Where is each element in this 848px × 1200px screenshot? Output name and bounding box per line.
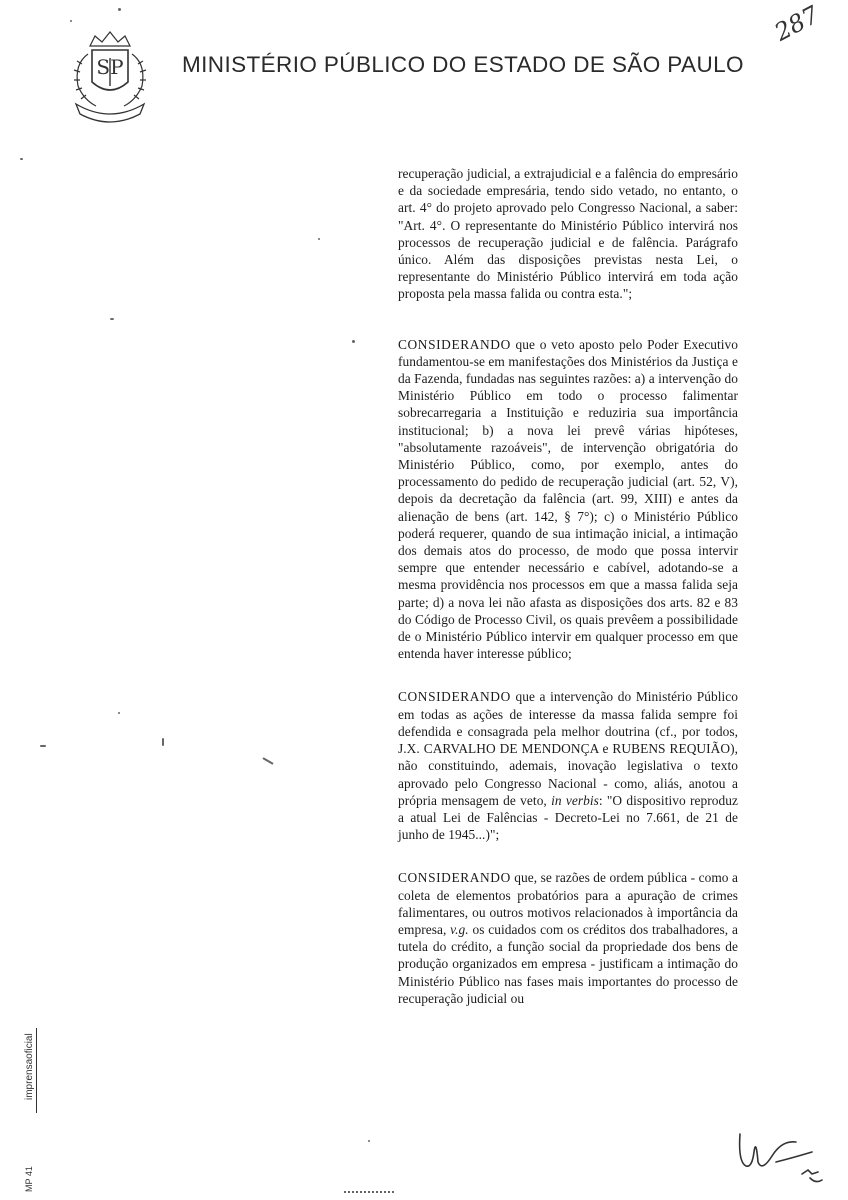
scan-speck: [352, 340, 355, 343]
scan-speck: [368, 1140, 370, 1142]
paragraph-text: os cuidados com os créditos dos trabalhadores, a tutela do crédito, a função social da propriedade dos bens de produção organizados em empresa - justificam a intimação do Ministério Público nas fases mais importantes do processo de recuperação judicial ou: [398, 921, 738, 1006]
scan-speck: [118, 8, 121, 11]
paragraph-text: recuperação judicial, a extrajudicial e a falência do empresário e da sociedade empresária, tendo sido vetado, no entanto, o art. 4° do projeto aprovado pelo Congresso Nacional, a saber: "Art. 4°. O representante do Ministério Público intervirá nos processos de recuperação judicial e de falência. Parágrafo único. Além das disposições previstas nesta Lei, o representante do Ministério Público intervirá em toda ação proposta pela massa falida ou contra esta.";: [398, 166, 738, 302]
imprensa-oficial-label: imprensaoficial: [24, 1033, 35, 1100]
paragraph-text: que a intervenção do Ministério Público em todas as ações de interesse da massa falida sempre foi defendida e consagrada pela melhor doutrina (cf., por todos, J.X. CARVALHO DE MENDONÇA e RUBENS REQUIÃO), não constituindo, ademais, inovação legislativa o texto aprovado pelo Congresso Nacional - como, aliás, anotou a própria mensagem de veto,: [398, 689, 738, 808]
paragraph: [398, 336, 738, 663]
considerando-keyword: CONSIDERANDO: [398, 689, 511, 705]
handwritten-signature-icon: [732, 1122, 827, 1192]
paragraph: [398, 869, 738, 1007]
bottom-scan-mark: [344, 1191, 394, 1195]
scan-speck: [70, 20, 72, 22]
scan-speck: [20, 158, 23, 160]
document-body: [398, 165, 738, 1033]
paragraph: [398, 688, 738, 843]
sao-paulo-coat-of-arms-icon: [60, 24, 160, 124]
paragraph-text: que o veto aposto pelo Poder Executivo fundamentou-se em manifestações dos Ministérios da Justiça e da Fazenda, fundadas nas seguintes razões: a) a intervenção do Ministério Público em todo o processo falimentar sobrecarregaria a Instituição e reduziria sua importância institucional; b) a nova lei prevê várias hipóteses, "absolutamente razoáveis", de intervenção obrigatória do Ministério Público, como, por exemplo, antes do processamento do pedido de recuperação judicial (art. 52, V), depois da decretação da falência (art. 99, XIII) e antes da alienação de bens (art. 142, § 7°); c) o Ministério Público poderá requerer, quando de sua intimação inicial, a intimação dos demais atos do processo, de modo que possa intervir sempre que entender necessário e cabível, adotando-se a mesma providência nos processos em que a massa falida seja parte; d) a nova lei não afasta as disposições dos arts. 82 e 83 do Código de Processo Civil, os quais prevêem a possibilidade de o Ministério Público intervir em qualquer processo em que entenda haver interesse público;: [398, 336, 738, 662]
paragraph-text: que, se razões de ordem pública - como a coleta de elementos probatórios para a apuração de crimes falimentares, ou outros motivos relacionados à importância da empresa,: [398, 870, 738, 937]
page-title: MINISTÉRIO PÚBLICO DO ESTADO DE SÃO PAULO: [182, 52, 744, 77]
scan-speck: [40, 745, 46, 747]
margin-rule: [36, 1028, 37, 1113]
latin-term: in verbis: [551, 792, 599, 808]
paragraph-text: : "O dispositivo reproduz a atual Lei de Falências - Decreto-Lei no 7.661, de 21 de junho de 1945...)";: [398, 792, 738, 843]
considerando-keyword: CONSIDERANDO: [398, 870, 511, 886]
scan-speck: [318, 238, 320, 240]
form-code: MP 41: [24, 1166, 34, 1192]
considerando-keyword: CONSIDERANDO: [398, 336, 511, 352]
handwritten-page-number: 287: [770, 0, 824, 47]
svg-text:SP: SP: [96, 55, 124, 79]
scan-speck: [162, 738, 164, 746]
scan-speck: [262, 757, 273, 765]
latin-term: v.g.: [450, 921, 469, 937]
scan-speck: [110, 318, 114, 320]
paragraph: [398, 165, 738, 303]
scan-speck: [118, 712, 120, 714]
